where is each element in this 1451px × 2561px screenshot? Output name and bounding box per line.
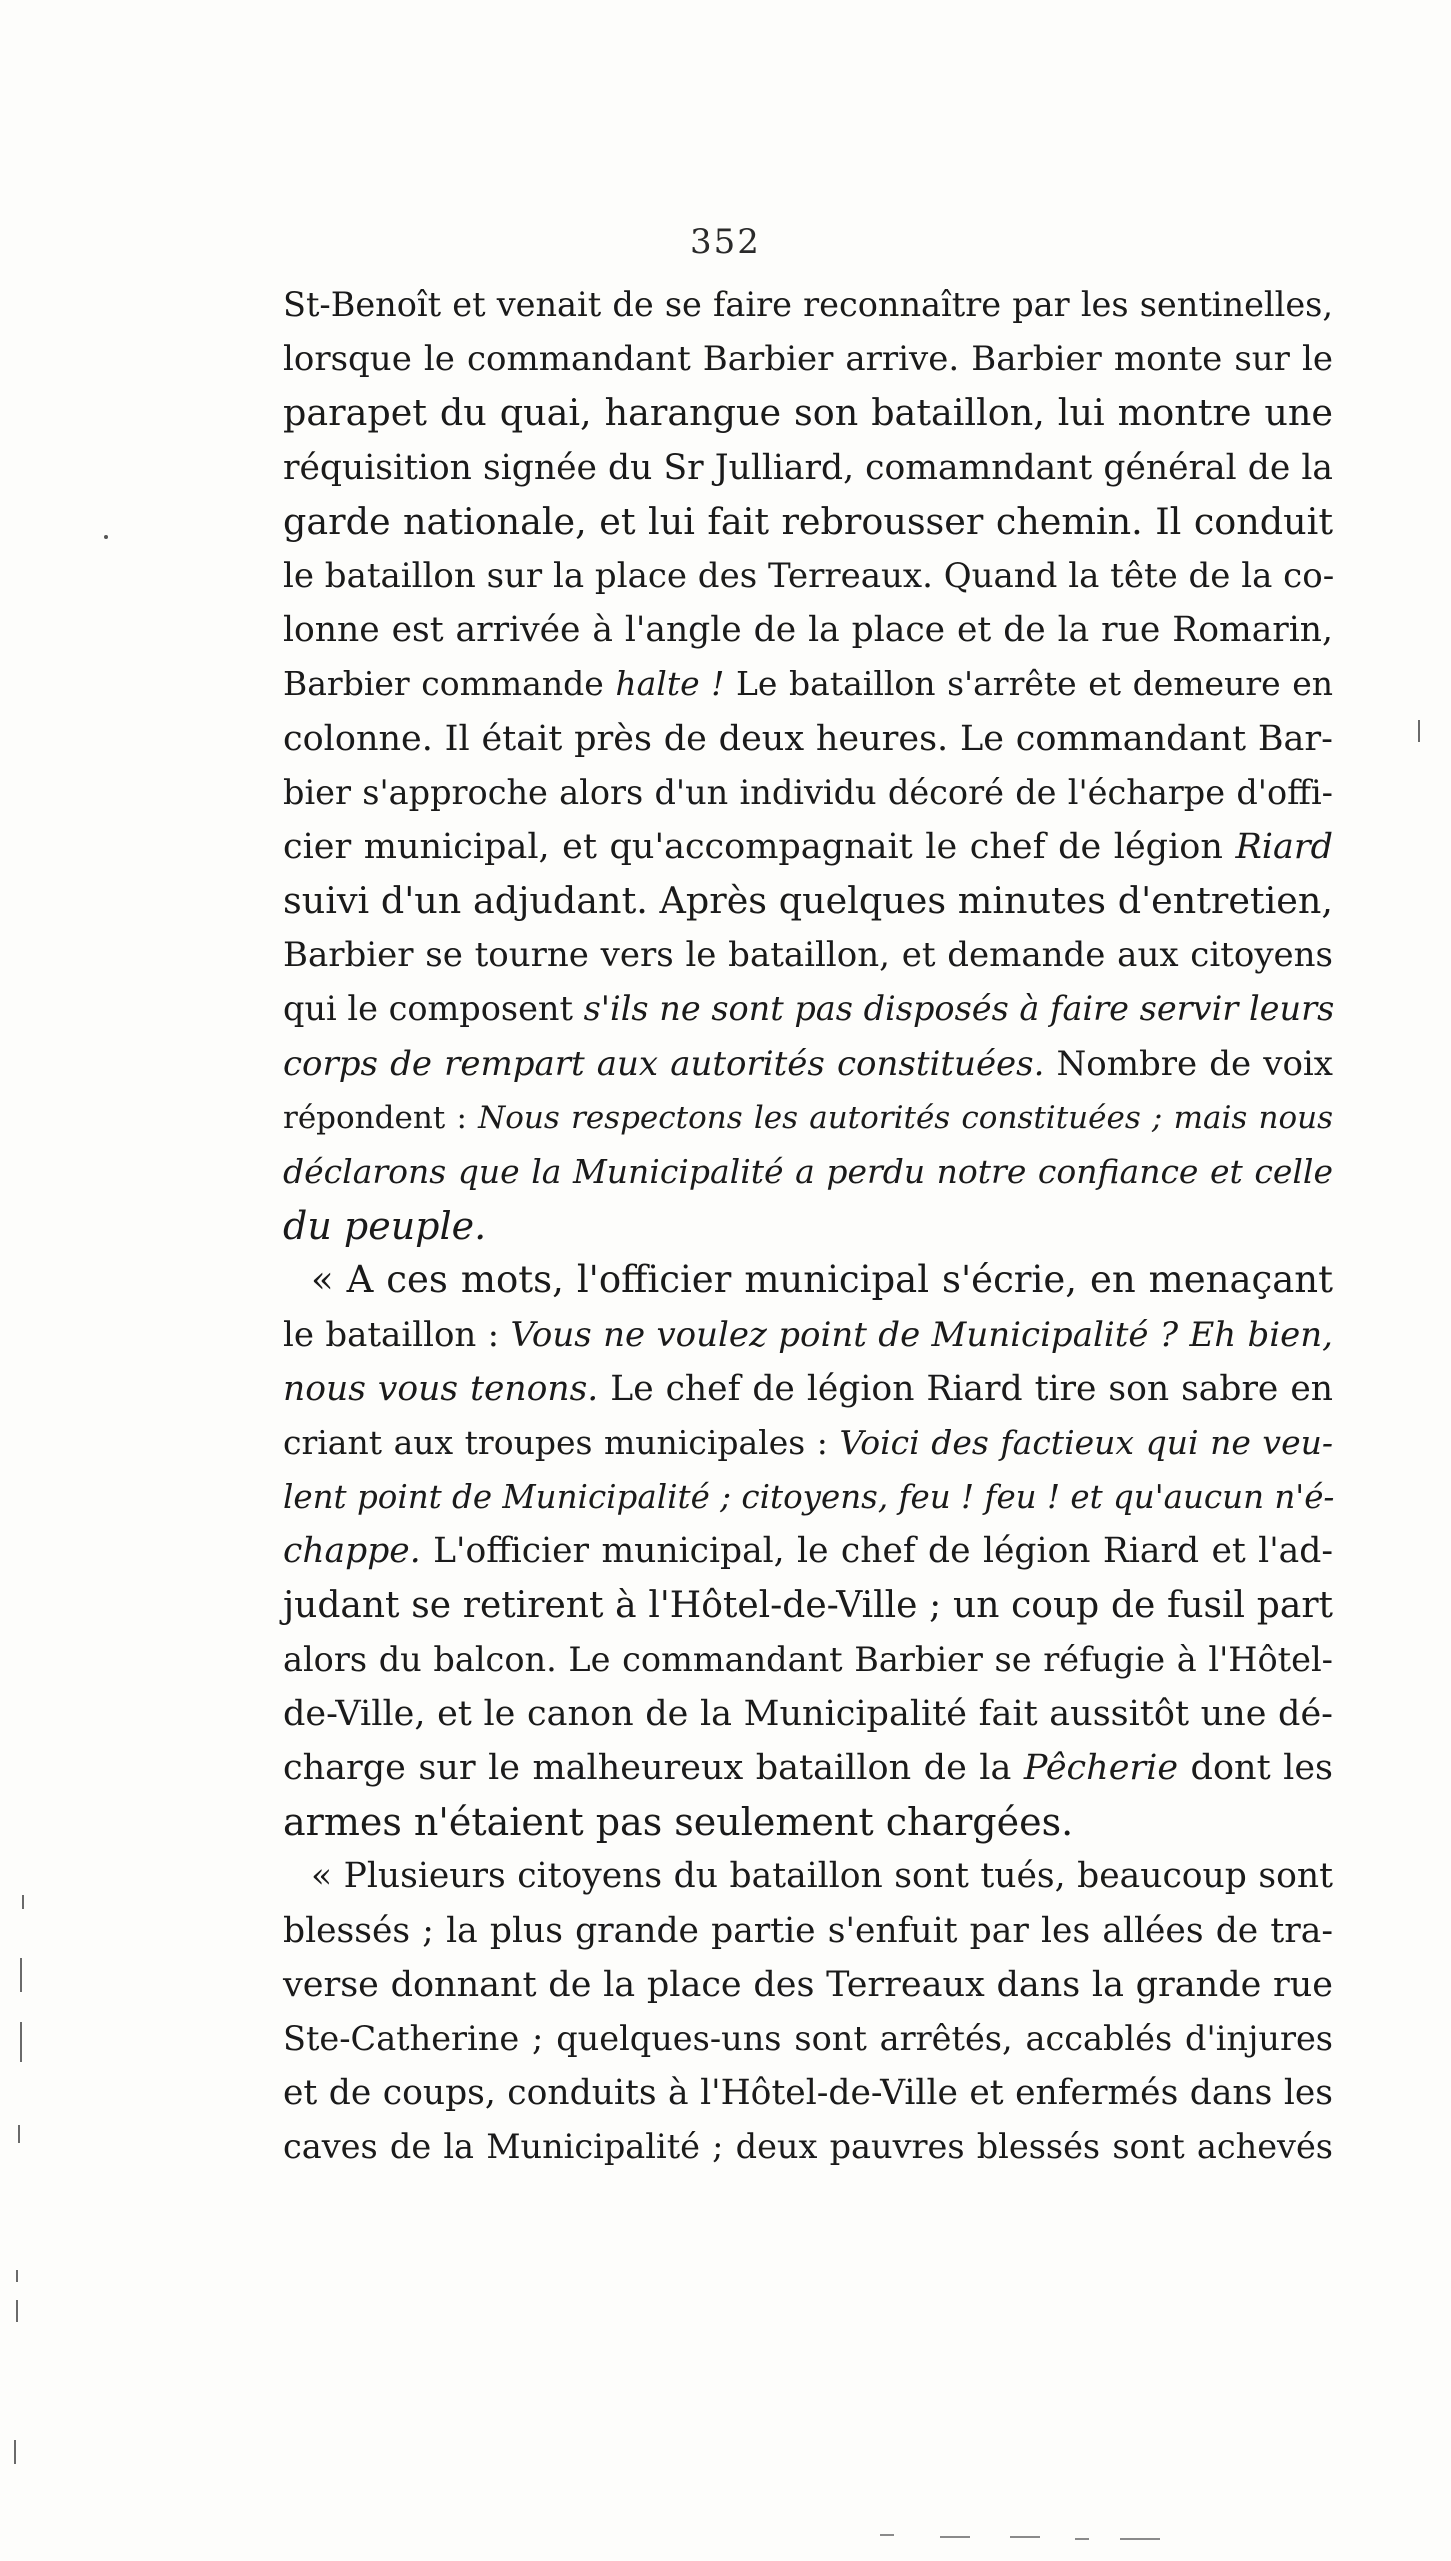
text-line [283, 1470, 1333, 1524]
text-segment: armes n'étaient pas seulement chargées. [283, 1800, 1074, 1845]
text-line [283, 1687, 1333, 1741]
text-segment: verse donnant de la place des Terreaux dans la grande rue [283, 1964, 1333, 2005]
text-segment: cier municipal, et qu'accompagnait le chef de légion [283, 826, 1236, 867]
italic-segment: déclarons que la Municipalité a perdu notre confiance et celle [283, 1152, 1333, 1191]
margin-line-mark [16, 2270, 18, 2282]
text-line [283, 386, 1333, 440]
bottom-edge-mark [1075, 2538, 1089, 2540]
page-number: 352 [690, 222, 761, 262]
text-line [283, 712, 1333, 766]
italic-segment: chappe. [283, 1531, 421, 1572]
text-segment: de-Ville, et le canon de la Municipalité fait aussitôt une dé- [283, 1693, 1333, 1734]
margin-line-mark [18, 2125, 20, 2143]
text-line [283, 1416, 1333, 1470]
text-line [283, 332, 1333, 386]
text-line [283, 1145, 1333, 1199]
text-line [283, 1741, 1333, 1795]
text-segment: réquisition signée du Sr Julliard, comamndant général de la [283, 447, 1333, 488]
bottom-edge-mark [1120, 2538, 1160, 2540]
italic-segment: Pêcherie [1023, 1748, 1179, 1789]
text-line [283, 495, 1333, 549]
text-line [283, 982, 1333, 1036]
text-line [283, 1633, 1333, 1687]
text-line [283, 1362, 1333, 1416]
text-segment: blessés ; la plus grande partie s'enfuit par les allées de tra- [283, 1910, 1333, 1951]
margin-line-mark [20, 1958, 22, 1992]
body-text [283, 278, 1333, 2175]
text-line [283, 1579, 1333, 1633]
text-segment: Le chef de légion Riard tire son sabre en [598, 1368, 1333, 1409]
text-line [283, 874, 1333, 928]
text-segment: répondent : [283, 1099, 479, 1136]
text-segment: le bataillon : [283, 1314, 511, 1355]
text-line [283, 1524, 1333, 1578]
text-line [283, 928, 1333, 982]
margin-line-mark [22, 1895, 24, 1909]
text-line [283, 2012, 1333, 2066]
margin-line-mark [1418, 720, 1420, 742]
text-line [283, 766, 1333, 820]
text-line [283, 603, 1333, 657]
text-line [283, 549, 1333, 603]
text-segment: le bataillon sur la place des Terreaux. Quand la tête de la co- [283, 555, 1335, 596]
text-line [283, 1958, 1333, 2012]
text-segment: criant aux troupes municipales : [283, 1422, 840, 1462]
italic-segment: du peuple. [283, 1204, 487, 1249]
bottom-edge-mark [880, 2534, 894, 2536]
text-segment: garde nationale, et lui fait rebrousser chemin. Il conduit [283, 499, 1333, 543]
text-segment: Nombre de voix [1044, 1043, 1333, 1084]
text-segment: charge sur le malheureux bataillon de la [283, 1748, 1024, 1789]
italic-segment: nous vous tenons. [283, 1368, 599, 1409]
text-segment: L'officier municipal, le chef de légion Riard et l'ad- [420, 1531, 1333, 1572]
margin-line-mark [14, 2440, 16, 2464]
text-segment: alors du balcon. Le commandant Barbier se réfugie à l'Hôtel- [283, 1639, 1333, 1679]
text-line [283, 1091, 1333, 1145]
margin-speck [104, 535, 108, 539]
text-line [283, 1308, 1333, 1362]
text-segment: « Plusieurs citoyens du bataillon sont tués, beaucoup sont [311, 1856, 1333, 1897]
text-segment: Ste-Catherine ; quelques-uns sont arrêtés, accablés d'injures [283, 2019, 1333, 2058]
text-line [283, 1199, 1333, 1253]
italic-segment: Nous respectons les autorités constituées ; mais nous [478, 1099, 1334, 1136]
italic-segment: s'ils ne sont pas disposés à faire servir leurs [583, 989, 1335, 1029]
italic-segment: halte ! [615, 664, 725, 704]
text-line [283, 1253, 1333, 1307]
text-segment: parapet du quai, harangue son bataillon, lui montre une [283, 391, 1333, 435]
text-segment: colonne. Il était près de deux heures. Le commandant Bar- [283, 718, 1333, 759]
text-segment: suivi d'un adjudant. Après quelques minutes d'entretien, [283, 879, 1333, 923]
italic-segment: lent point de Municipalité ; citoyens, feu ! feu ! et qu'aucun n'é- [283, 1478, 1335, 1517]
text-segment: lorsque le commandant Barbier arrive. Barbier monte sur le [283, 339, 1333, 380]
margin-line-mark [20, 2022, 22, 2062]
text-segment: Barbier commande [283, 664, 616, 704]
text-segment: Le bataillon s'arrête et demeure en [724, 664, 1333, 704]
italic-segment: Voici des factieux qui ne veu- [839, 1422, 1334, 1462]
text-line [283, 1795, 1333, 1849]
text-line [283, 278, 1333, 332]
text-line [283, 2066, 1333, 2120]
text-line [283, 1904, 1333, 1958]
italic-segment: Riard [1235, 826, 1333, 867]
text-segment: caves de la Municipalité ; deux pauvres blessés sont achevés [283, 2127, 1333, 2167]
italic-segment: corps de rempart aux autorités constituées. [283, 1043, 1045, 1084]
text-segment: St-Benoît et venait de se faire reconnaître par les sentinelles, [283, 285, 1333, 324]
text-segment: judant se retirent à l'Hôtel-de-Ville ; un coup de fusil part [283, 1584, 1333, 1626]
text-line [283, 1037, 1333, 1091]
margin-line-mark [16, 2300, 18, 2322]
bottom-edge-mark [940, 2536, 970, 2538]
text-line [283, 2120, 1333, 2174]
text-segment: lonne est arrivée à l'angle de la place et de la rue Romarin, [283, 610, 1333, 651]
bottom-edge-mark [1010, 2536, 1040, 2538]
text-line [283, 441, 1333, 495]
text-segment: Barbier se tourne vers le bataillon, et demande aux citoyens [283, 935, 1333, 976]
text-segment: et de coups, conduits à l'Hôtel-de-Ville et enfermés dans les [283, 2073, 1333, 2114]
text-line [283, 820, 1333, 874]
text-line [283, 657, 1333, 711]
text-segment: bier s'approche alors d'un individu décoré de l'écharpe d'offi- [283, 772, 1333, 812]
text-segment: dont les [1178, 1748, 1333, 1789]
italic-segment: Vous ne voulez point de Municipalité ? Eh bien, [510, 1314, 1333, 1355]
text-line [283, 1849, 1333, 1903]
text-segment: qui le composent [283, 989, 584, 1029]
text-segment: « A ces mots, l'officier municipal s'écrie, en menaçant [311, 1258, 1333, 1302]
